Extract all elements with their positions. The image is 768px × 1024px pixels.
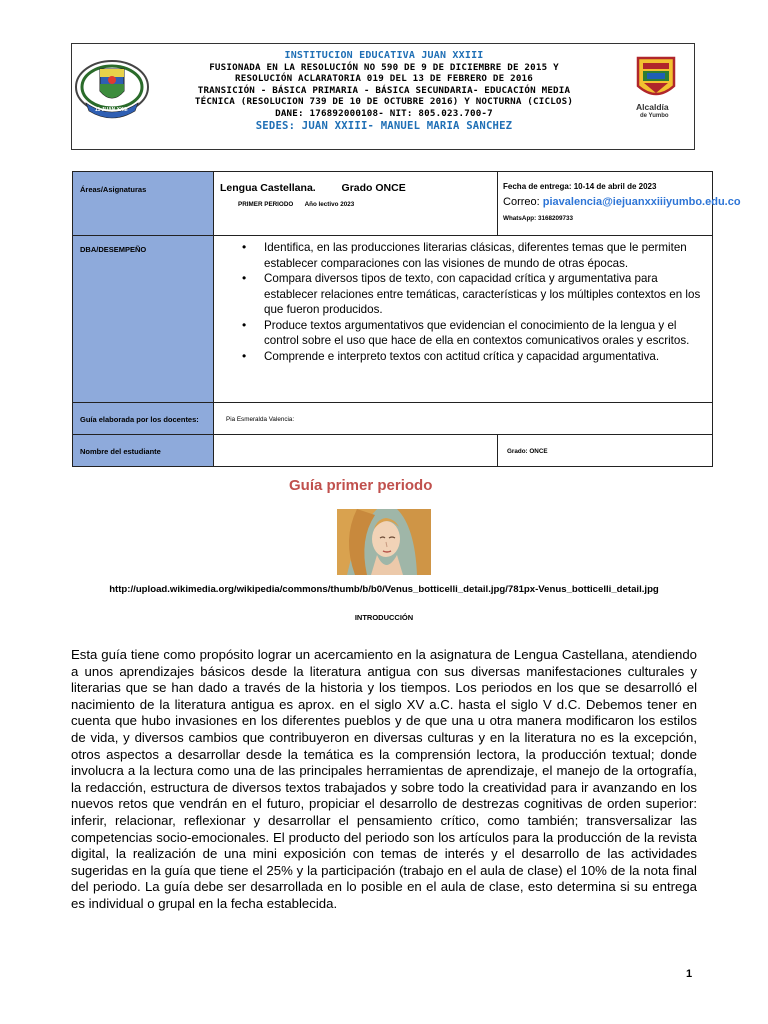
student-label-cell xyxy=(73,435,214,467)
teacher-name-cell xyxy=(214,403,713,435)
teacher-label: Guía elaborada por los docentes: xyxy=(80,415,199,424)
image-source-url: http://upload.wikimedia.org/wikipedia/commons/thumb/b/b0/Venus_botticelli_detail.jpg/781px-Venus_botticelli_detail.jpg xyxy=(109,584,659,595)
dba-item: • Comprende e interpreto textos con actitud crítica y capacidad argumentativa. xyxy=(264,349,704,365)
shield-motto: 11 JUAN XXIII xyxy=(95,107,128,113)
alcaldia-city: de Yumbo xyxy=(640,113,669,119)
header-line-6: DANE: 176892000108- NIT: 805.023.700-7 xyxy=(275,107,493,119)
school-year: Año lectivo 2023 xyxy=(304,201,355,208)
guide-info-table xyxy=(72,171,741,467)
teacher-label-cell xyxy=(73,403,214,435)
teacher-name: Pia Esmeralda Valencia: xyxy=(226,416,295,423)
student-grade-cell xyxy=(498,435,713,467)
page-number: 1 xyxy=(686,968,693,980)
period-label: PRIMER PERIODO xyxy=(238,201,294,208)
sedes-line: SEDES: JUAN XXIII- MANUEL MARIA SANCHEZ xyxy=(255,119,513,132)
subject-grade: Grado ONCE xyxy=(341,182,406,194)
subject-name: Lengua Castellana. xyxy=(220,182,316,194)
guide-title: Guía primer periodo xyxy=(289,477,433,494)
contact-cell xyxy=(498,172,741,236)
dba-list xyxy=(214,236,712,368)
venus-painting-image xyxy=(337,509,431,575)
dba-label: DBA/DESEMPEÑO xyxy=(80,245,147,254)
dba-item: • Compara diversos tipos de texto, con capacidad crítica y argumentativa para establecer relaciones entre temáticas, características y los múltiples contextos en los que fueron producidos. xyxy=(264,271,704,318)
header-line-3: RESOLUCIÓN ACLARATORIA 019 DEL 13 DE FEBRERO DE 2016 xyxy=(234,73,534,85)
areas-label-cell xyxy=(73,172,214,236)
dba-label-cell xyxy=(73,236,214,403)
header-line-2: FUSIONADA EN LA RESOLUCIÓN NO 590 DE 9 DE DICIEMBRE DE 2015 Y xyxy=(209,61,559,73)
student-grade: Grado: ONCE xyxy=(507,448,548,455)
email-link[interactable]: piavalencia@iejuanxxiiiyumbo.edu.co xyxy=(542,196,741,208)
alcaldia-logo xyxy=(628,56,684,126)
areas-label: Áreas/Asignaturas xyxy=(80,185,147,194)
header-line-5: TÉCNICA (RESOLUCION 739 DE 10 DE OCTUBRE 2016) Y NOCTURNA (CICLOS) xyxy=(194,96,574,108)
dba-item: • Produce textos argumentativos que evidencian el conocimiento de la lengua y el control sobre el uso que hace de ella en contextos comunicativos orales y escritos. xyxy=(264,318,704,349)
whatsapp-number: WhatsApp: 3168209733 xyxy=(503,215,574,222)
introduction-heading: INTRODUCCIÓN xyxy=(354,613,414,622)
student-label: Nombre del estudiante xyxy=(80,447,161,456)
subject-cell xyxy=(214,172,498,236)
dba-item: • Identifica, en las producciones literarias clásicas, diferentes temas que le permiten establecer comparaciones con las visiones de mundo de otras épocas. xyxy=(264,240,704,271)
introduction-paragraph: Esta guía tiene como propósito lograr un acercamiento en la asignatura de Lengua Castellana, atendiendo a unos aprendizajes básicos desde la literatura antigua con sus diversas manifestaciones culturales y literarias que se han dado a través de la historia y los tiempos. Los periodos en los que se desarrolló el nacimiento de la literatura antigua es aprox. en el siglo XV a.C. hasta el siglo V d.C. Debemos tener en cuenta que hubo invasiones en los diferentes pueblos y de que una u otra manera modificaron los estilos de vida, y diversos cambios que contribuyeron en diversas culturas y en la literatura no es la excepción, otros aspectos a desarrollar desde la temática es la comprensión lectora, la producción textual; donde involucra a la lectura como una de las principales herramientas de aprendizaje, el manejo de la ortografía, la redacción, estructura de diversos textos trabajados y sobre todo la creatividad para ir avanzando en los nuevos retos que vendrán en el futuro, propiciar el desarrollo de destrezas cognitivas de orden superior: inferir, relacionar, reflexionar y desarrollar el pensamiento crítico, como también; transversalizar las competencias socio-emocionales. El producto del periodo son los artículos para la producción de la revista digital, la realización de una mini exposición con temas de interés y el desarrollo de las actividades sugeridas en la guía que tiene el 25% y la participación (trabajo en el aula de clase) el 10% de la nota final del periodo. La guía debe ser desarrollada en lo posible en el aula de clase, esto determina si su entrega es individual o grupal en la fecha establecida. xyxy=(71,647,697,911)
dba-content-cell xyxy=(214,236,713,403)
student-name-field[interactable] xyxy=(214,435,498,467)
email-label: Correo: xyxy=(503,196,543,208)
header-line-4: TRANSICIÓN - BÁSICA PRIMARIA - BÁSICA SECUNDARIA- EDUCACIÓN MEDIA xyxy=(197,84,571,96)
school-shield-logo xyxy=(73,51,151,125)
institution-name: INSTITUCION EDUCATIVA JUAN XXIII xyxy=(284,50,484,61)
alcaldia-name: Alcaldía xyxy=(636,102,669,112)
delivery-date: Fecha de entrega: 10-14 de abril de 2023 xyxy=(503,182,657,191)
institution-header-text xyxy=(150,50,618,132)
